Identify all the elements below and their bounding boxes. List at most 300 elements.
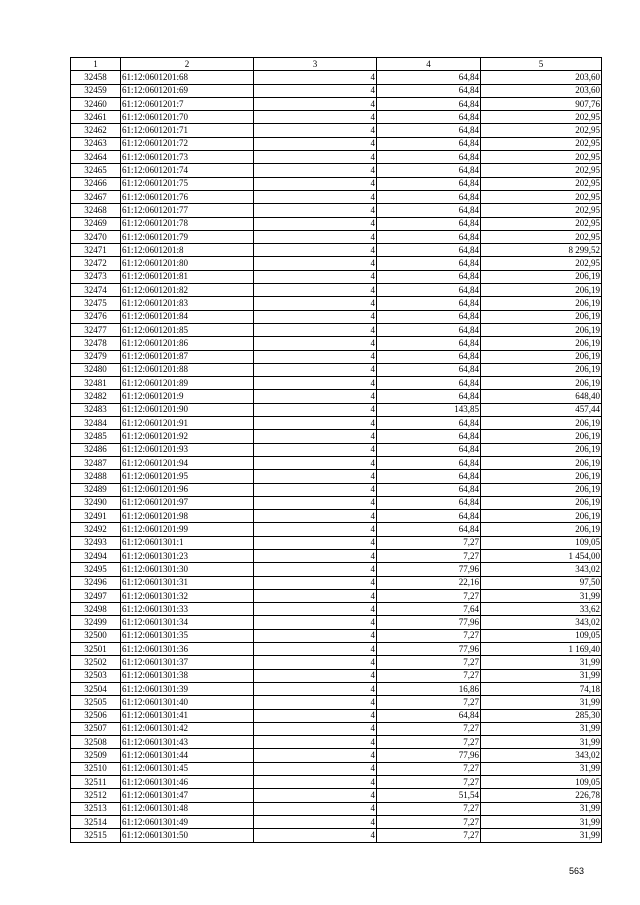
table-row bbox=[71, 137, 602, 150]
amount-value-cell: 202,95 bbox=[481, 164, 602, 177]
amount-value-cell: 202,95 bbox=[481, 190, 602, 203]
table-row bbox=[71, 656, 602, 669]
table-row bbox=[71, 257, 602, 270]
row-number-cell: 32492 bbox=[71, 523, 121, 536]
row-number-cell: 32513 bbox=[71, 802, 121, 815]
rate-value-cell: 64,84 bbox=[377, 456, 481, 469]
category-code-cell: 4 bbox=[254, 164, 377, 177]
category-code-cell: 4 bbox=[254, 789, 377, 802]
table-row bbox=[71, 496, 602, 509]
table-row bbox=[71, 629, 602, 642]
cadastral-number-cell: 61:12:0601201:93 bbox=[121, 443, 254, 456]
row-number-cell: 32486 bbox=[71, 443, 121, 456]
rate-value-cell: 7,27 bbox=[377, 829, 481, 842]
amount-value-cell: 206,19 bbox=[481, 456, 602, 469]
rate-value-cell: 16,86 bbox=[377, 682, 481, 695]
amount-value-cell: 31,99 bbox=[481, 762, 602, 775]
table-row bbox=[71, 523, 602, 536]
rate-value-cell: 7,27 bbox=[377, 762, 481, 775]
cadastral-number-cell: 61:12:0601301:35 bbox=[121, 629, 254, 642]
table-row bbox=[71, 190, 602, 203]
amount-value-cell: 109,05 bbox=[481, 629, 602, 642]
amount-value-cell: 31,99 bbox=[481, 696, 602, 709]
category-code-cell: 4 bbox=[254, 643, 377, 656]
amount-value-cell: 31,99 bbox=[481, 669, 602, 682]
table-row bbox=[71, 563, 602, 576]
category-code-cell: 4 bbox=[254, 71, 377, 84]
category-code-cell: 4 bbox=[254, 629, 377, 642]
cadastral-number-cell: 61:12:0601301:31 bbox=[121, 576, 254, 589]
rate-value-cell: 22,16 bbox=[377, 576, 481, 589]
row-number-cell: 32483 bbox=[71, 403, 121, 416]
table-row bbox=[71, 71, 602, 84]
amount-value-cell: 203,60 bbox=[481, 71, 602, 84]
table-row bbox=[71, 829, 602, 842]
cadastral-number-cell: 61:12:0601301:38 bbox=[121, 669, 254, 682]
row-number-cell: 32462 bbox=[71, 124, 121, 137]
rate-value-cell: 64,84 bbox=[377, 496, 481, 509]
table-row bbox=[71, 151, 602, 164]
cadastral-number-cell: 61:12:0601201:95 bbox=[121, 470, 254, 483]
table-row bbox=[71, 390, 602, 403]
rate-value-cell: 7,64 bbox=[377, 603, 481, 616]
table-row bbox=[71, 164, 602, 177]
category-code-cell: 4 bbox=[254, 736, 377, 749]
amount-value-cell: 206,19 bbox=[481, 270, 602, 283]
column-header: 4 bbox=[377, 58, 481, 71]
table-row bbox=[71, 456, 602, 469]
cadastral-number-cell: 61:12:0601201:83 bbox=[121, 297, 254, 310]
cadastral-number-cell: 61:12:0601201:71 bbox=[121, 124, 254, 137]
cadastral-number-cell: 61:12:0601301:46 bbox=[121, 776, 254, 789]
table-row bbox=[71, 483, 602, 496]
cadastral-number-cell: 61:12:0601301:32 bbox=[121, 589, 254, 602]
column-header: 5 bbox=[481, 58, 602, 71]
row-number-cell: 32467 bbox=[71, 190, 121, 203]
amount-value-cell: 907,76 bbox=[481, 97, 602, 110]
category-code-cell: 4 bbox=[254, 137, 377, 150]
row-number-cell: 32466 bbox=[71, 177, 121, 190]
cadastral-number-cell: 61:12:0601301:43 bbox=[121, 736, 254, 749]
amount-value-cell: 206,19 bbox=[481, 470, 602, 483]
cadastral-number-cell: 61:12:0601301:23 bbox=[121, 549, 254, 562]
row-number-cell: 32476 bbox=[71, 310, 121, 323]
amount-value-cell: 206,19 bbox=[481, 337, 602, 350]
row-number-cell: 32498 bbox=[71, 603, 121, 616]
category-code-cell: 4 bbox=[254, 323, 377, 336]
amount-value-cell: 97,50 bbox=[481, 576, 602, 589]
row-number-cell: 32477 bbox=[71, 323, 121, 336]
amount-value-cell: 31,99 bbox=[481, 736, 602, 749]
cadastral-number-cell: 61:12:0601201:76 bbox=[121, 190, 254, 203]
table-row bbox=[71, 576, 602, 589]
cadastral-number-cell: 61:12:0601301:49 bbox=[121, 815, 254, 828]
table-row bbox=[71, 124, 602, 137]
category-code-cell: 4 bbox=[254, 483, 377, 496]
cadastral-number-cell: 61:12:0601201:86 bbox=[121, 337, 254, 350]
amount-value-cell: 457,44 bbox=[481, 403, 602, 416]
amount-value-cell: 206,19 bbox=[481, 297, 602, 310]
table-header bbox=[71, 58, 602, 71]
amount-value-cell: 206,19 bbox=[481, 483, 602, 496]
category-code-cell: 4 bbox=[254, 549, 377, 562]
category-code-cell: 4 bbox=[254, 350, 377, 363]
amount-value-cell: 202,95 bbox=[481, 137, 602, 150]
cadastral-number-cell: 61:12:0601201:73 bbox=[121, 151, 254, 164]
row-number-cell: 32510 bbox=[71, 762, 121, 775]
row-number-cell: 32491 bbox=[71, 510, 121, 523]
amount-value-cell: 206,19 bbox=[481, 496, 602, 509]
category-code-cell: 4 bbox=[254, 111, 377, 124]
category-code-cell: 4 bbox=[254, 470, 377, 483]
amount-value-cell: 343,02 bbox=[481, 616, 602, 629]
table-row bbox=[71, 244, 602, 257]
rate-value-cell: 64,84 bbox=[377, 164, 481, 177]
rate-value-cell: 51,54 bbox=[377, 789, 481, 802]
table-row bbox=[71, 682, 602, 695]
row-number-cell: 32490 bbox=[71, 496, 121, 509]
row-number-cell: 32512 bbox=[71, 789, 121, 802]
rate-value-cell: 64,84 bbox=[377, 363, 481, 376]
category-code-cell: 4 bbox=[254, 762, 377, 775]
table-row bbox=[71, 377, 602, 390]
category-code-cell: 4 bbox=[254, 124, 377, 137]
cadastral-number-cell: 61:12:0601201:78 bbox=[121, 217, 254, 230]
category-code-cell: 4 bbox=[254, 682, 377, 695]
amount-value-cell: 33,62 bbox=[481, 603, 602, 616]
row-number-cell: 32463 bbox=[71, 137, 121, 150]
row-number-cell: 32509 bbox=[71, 749, 121, 762]
column-header: 1 bbox=[71, 58, 121, 71]
category-code-cell: 4 bbox=[254, 749, 377, 762]
category-code-cell: 4 bbox=[254, 496, 377, 509]
category-code-cell: 4 bbox=[254, 802, 377, 815]
rate-value-cell: 7,27 bbox=[377, 815, 481, 828]
table-row bbox=[71, 603, 602, 616]
table-row bbox=[71, 669, 602, 682]
table-row bbox=[71, 722, 602, 735]
category-code-cell: 4 bbox=[254, 589, 377, 602]
amount-value-cell: 206,19 bbox=[481, 443, 602, 456]
table-row bbox=[71, 789, 602, 802]
table-row bbox=[71, 616, 602, 629]
rate-value-cell: 77,96 bbox=[377, 616, 481, 629]
amount-value-cell: 74,18 bbox=[481, 682, 602, 695]
table-row bbox=[71, 217, 602, 230]
amount-value-cell: 206,19 bbox=[481, 284, 602, 297]
cadastral-number-cell: 61:12:0601201:92 bbox=[121, 430, 254, 443]
row-number-cell: 32459 bbox=[71, 84, 121, 97]
rate-value-cell: 143,85 bbox=[377, 403, 481, 416]
table-row bbox=[71, 430, 602, 443]
row-number-cell: 32488 bbox=[71, 470, 121, 483]
row-number-cell: 32470 bbox=[71, 230, 121, 243]
rate-value-cell: 64,84 bbox=[377, 430, 481, 443]
amount-value-cell: 202,95 bbox=[481, 124, 602, 137]
row-number-cell: 32475 bbox=[71, 297, 121, 310]
cadastral-number-cell: 61:12:0601201:97 bbox=[121, 496, 254, 509]
cadastral-number-cell: 61:12:0601201:82 bbox=[121, 284, 254, 297]
table-row bbox=[71, 97, 602, 110]
rate-value-cell: 64,84 bbox=[377, 177, 481, 190]
cadastral-number-cell: 61:12:0601301:45 bbox=[121, 762, 254, 775]
row-number-cell: 32485 bbox=[71, 430, 121, 443]
cadastral-number-cell: 61:12:0601201:84 bbox=[121, 310, 254, 323]
row-number-cell: 32494 bbox=[71, 549, 121, 562]
header-row bbox=[71, 58, 602, 71]
cadastral-number-cell: 61:12:0601301:39 bbox=[121, 682, 254, 695]
cadastral-number-cell: 61:12:0601301:1 bbox=[121, 536, 254, 549]
cadastral-number-cell: 61:12:0601301:34 bbox=[121, 616, 254, 629]
table-row bbox=[71, 643, 602, 656]
page-number: 563 bbox=[568, 866, 584, 876]
category-code-cell: 4 bbox=[254, 510, 377, 523]
rate-value-cell: 64,84 bbox=[377, 483, 481, 496]
row-number-cell: 32497 bbox=[71, 589, 121, 602]
rate-value-cell: 64,84 bbox=[377, 323, 481, 336]
rate-value-cell: 64,84 bbox=[377, 470, 481, 483]
amount-value-cell: 109,05 bbox=[481, 536, 602, 549]
table-row bbox=[71, 470, 602, 483]
rate-value-cell: 64,84 bbox=[377, 523, 481, 536]
table-row bbox=[71, 749, 602, 762]
amount-value-cell: 285,30 bbox=[481, 709, 602, 722]
row-number-cell: 32495 bbox=[71, 563, 121, 576]
rate-value-cell: 64,84 bbox=[377, 390, 481, 403]
cadastral-number-cell: 61:12:0601301:33 bbox=[121, 603, 254, 616]
amount-value-cell: 31,99 bbox=[481, 722, 602, 735]
amount-value-cell: 31,99 bbox=[481, 589, 602, 602]
table-row bbox=[71, 709, 602, 722]
category-code-cell: 4 bbox=[254, 390, 377, 403]
row-number-cell: 32465 bbox=[71, 164, 121, 177]
amount-value-cell: 206,19 bbox=[481, 417, 602, 430]
category-code-cell: 4 bbox=[254, 151, 377, 164]
table-row bbox=[71, 536, 602, 549]
table-row bbox=[71, 549, 602, 562]
category-code-cell: 4 bbox=[254, 523, 377, 536]
table-row bbox=[71, 84, 602, 97]
row-number-cell: 32503 bbox=[71, 669, 121, 682]
cadastral-number-cell: 61:12:0601201:75 bbox=[121, 177, 254, 190]
amount-value-cell: 31,99 bbox=[481, 802, 602, 815]
category-code-cell: 4 bbox=[254, 217, 377, 230]
category-code-cell: 4 bbox=[254, 696, 377, 709]
cadastral-number-cell: 61:12:0601201:81 bbox=[121, 270, 254, 283]
cadastral-number-cell: 61:12:0601201:80 bbox=[121, 257, 254, 270]
table-row bbox=[71, 403, 602, 416]
category-code-cell: 4 bbox=[254, 815, 377, 828]
amount-value-cell: 206,19 bbox=[481, 430, 602, 443]
rate-value-cell: 64,84 bbox=[377, 151, 481, 164]
row-number-cell: 32507 bbox=[71, 722, 121, 735]
amount-value-cell: 648,40 bbox=[481, 390, 602, 403]
table-row bbox=[71, 696, 602, 709]
rate-value-cell: 64,84 bbox=[377, 350, 481, 363]
table-row bbox=[71, 204, 602, 217]
table-row bbox=[71, 111, 602, 124]
rate-value-cell: 7,27 bbox=[377, 776, 481, 789]
category-code-cell: 4 bbox=[254, 270, 377, 283]
row-number-cell: 32496 bbox=[71, 576, 121, 589]
amount-value-cell: 1 169,40 bbox=[481, 643, 602, 656]
cadastral-number-cell: 61:12:0601201:77 bbox=[121, 204, 254, 217]
category-code-cell: 4 bbox=[254, 84, 377, 97]
category-code-cell: 4 bbox=[254, 669, 377, 682]
row-number-cell: 32508 bbox=[71, 736, 121, 749]
cadastral-number-cell: 61:12:0601201:7 bbox=[121, 97, 254, 110]
amount-value-cell: 202,95 bbox=[481, 177, 602, 190]
row-number-cell: 32501 bbox=[71, 643, 121, 656]
table-row bbox=[71, 776, 602, 789]
category-code-cell: 4 bbox=[254, 97, 377, 110]
rate-value-cell: 64,84 bbox=[377, 709, 481, 722]
rate-value-cell: 7,27 bbox=[377, 669, 481, 682]
amount-value-cell: 8 299,52 bbox=[481, 244, 602, 257]
row-number-cell: 32478 bbox=[71, 337, 121, 350]
cadastral-number-cell: 61:12:0601201:68 bbox=[121, 71, 254, 84]
amount-value-cell: 206,19 bbox=[481, 523, 602, 536]
category-code-cell: 4 bbox=[254, 204, 377, 217]
rate-value-cell: 64,84 bbox=[377, 71, 481, 84]
table-row bbox=[71, 762, 602, 775]
cadastral-number-cell: 61:12:0601301:40 bbox=[121, 696, 254, 709]
table-row bbox=[71, 443, 602, 456]
amount-value-cell: 343,02 bbox=[481, 563, 602, 576]
rate-value-cell: 64,84 bbox=[377, 284, 481, 297]
category-code-cell: 4 bbox=[254, 417, 377, 430]
cadastral-number-cell: 61:12:0601301:41 bbox=[121, 709, 254, 722]
row-number-cell: 32461 bbox=[71, 111, 121, 124]
table-row bbox=[71, 310, 602, 323]
cadastral-number-cell: 61:12:0601201:9 bbox=[121, 390, 254, 403]
table-row bbox=[71, 337, 602, 350]
column-header: 3 bbox=[254, 58, 377, 71]
cadastral-number-cell: 61:12:0601301:30 bbox=[121, 563, 254, 576]
rate-value-cell: 64,84 bbox=[377, 337, 481, 350]
row-number-cell: 32464 bbox=[71, 151, 121, 164]
category-code-cell: 4 bbox=[254, 776, 377, 789]
amount-value-cell: 203,60 bbox=[481, 84, 602, 97]
amount-value-cell: 202,95 bbox=[481, 111, 602, 124]
cadastral-number-cell: 61:12:0601301:50 bbox=[121, 829, 254, 842]
row-number-cell: 32484 bbox=[71, 417, 121, 430]
table-row bbox=[71, 323, 602, 336]
rate-value-cell: 64,84 bbox=[377, 190, 481, 203]
row-number-cell: 32493 bbox=[71, 536, 121, 549]
category-code-cell: 4 bbox=[254, 310, 377, 323]
category-code-cell: 4 bbox=[254, 297, 377, 310]
cadastral-number-cell: 61:12:0601201:70 bbox=[121, 111, 254, 124]
category-code-cell: 4 bbox=[254, 244, 377, 257]
rate-value-cell: 64,84 bbox=[377, 510, 481, 523]
category-code-cell: 4 bbox=[254, 257, 377, 270]
table-row bbox=[71, 802, 602, 815]
rate-value-cell: 7,27 bbox=[377, 736, 481, 749]
cadastral-number-cell: 61:12:0601201:74 bbox=[121, 164, 254, 177]
category-code-cell: 4 bbox=[254, 443, 377, 456]
category-code-cell: 4 bbox=[254, 190, 377, 203]
row-number-cell: 32460 bbox=[71, 97, 121, 110]
row-number-cell: 32511 bbox=[71, 776, 121, 789]
category-code-cell: 4 bbox=[254, 603, 377, 616]
rate-value-cell: 64,84 bbox=[377, 124, 481, 137]
cadastral-number-cell: 61:12:0601201:98 bbox=[121, 510, 254, 523]
amount-value-cell: 202,95 bbox=[481, 257, 602, 270]
rate-value-cell: 7,27 bbox=[377, 802, 481, 815]
rate-value-cell: 7,27 bbox=[377, 629, 481, 642]
data-table bbox=[70, 57, 602, 843]
amount-value-cell: 206,19 bbox=[481, 310, 602, 323]
cadastral-number-cell: 61:12:0601201:91 bbox=[121, 417, 254, 430]
rate-value-cell: 77,96 bbox=[377, 563, 481, 576]
rate-value-cell: 64,84 bbox=[377, 217, 481, 230]
rate-value-cell: 77,96 bbox=[377, 643, 481, 656]
row-number-cell: 32504 bbox=[71, 682, 121, 695]
table-row bbox=[71, 270, 602, 283]
rate-value-cell: 64,84 bbox=[377, 204, 481, 217]
amount-value-cell: 343,02 bbox=[481, 749, 602, 762]
row-number-cell: 32487 bbox=[71, 456, 121, 469]
cadastral-number-cell: 61:12:0601301:44 bbox=[121, 749, 254, 762]
row-number-cell: 32480 bbox=[71, 363, 121, 376]
rate-value-cell: 64,84 bbox=[377, 137, 481, 150]
rate-value-cell: 64,84 bbox=[377, 230, 481, 243]
cadastral-number-cell: 61:12:0601301:48 bbox=[121, 802, 254, 815]
cadastral-number-cell: 61:12:0601201:90 bbox=[121, 403, 254, 416]
amount-value-cell: 226,78 bbox=[481, 789, 602, 802]
amount-value-cell: 202,95 bbox=[481, 217, 602, 230]
category-code-cell: 4 bbox=[254, 536, 377, 549]
amount-value-cell: 202,95 bbox=[481, 204, 602, 217]
amount-value-cell: 202,95 bbox=[481, 151, 602, 164]
table-row bbox=[71, 284, 602, 297]
row-number-cell: 32473 bbox=[71, 270, 121, 283]
row-number-cell: 32458 bbox=[71, 71, 121, 84]
cadastral-number-cell: 61:12:0601201:69 bbox=[121, 84, 254, 97]
table-row bbox=[71, 815, 602, 828]
rate-value-cell: 7,27 bbox=[377, 722, 481, 735]
amount-value-cell: 206,19 bbox=[481, 350, 602, 363]
rate-value-cell: 64,84 bbox=[377, 297, 481, 310]
amount-value-cell: 31,99 bbox=[481, 815, 602, 828]
cadastral-number-cell: 61:12:0601201:8 bbox=[121, 244, 254, 257]
category-code-cell: 4 bbox=[254, 337, 377, 350]
category-code-cell: 4 bbox=[254, 656, 377, 669]
rate-value-cell: 64,84 bbox=[377, 377, 481, 390]
table-row bbox=[71, 230, 602, 243]
category-code-cell: 4 bbox=[254, 403, 377, 416]
row-number-cell: 32472 bbox=[71, 257, 121, 270]
row-number-cell: 32515 bbox=[71, 829, 121, 842]
cadastral-number-cell: 61:12:0601301:36 bbox=[121, 643, 254, 656]
table-row bbox=[71, 510, 602, 523]
row-number-cell: 32471 bbox=[71, 244, 121, 257]
cadastral-number-cell: 61:12:0601201:72 bbox=[121, 137, 254, 150]
category-code-cell: 4 bbox=[254, 363, 377, 376]
cadastral-number-cell: 61:12:0601201:96 bbox=[121, 483, 254, 496]
rate-value-cell: 64,84 bbox=[377, 443, 481, 456]
amount-value-cell: 31,99 bbox=[481, 656, 602, 669]
table-row bbox=[71, 736, 602, 749]
cadastral-number-cell: 61:12:0601301:47 bbox=[121, 789, 254, 802]
table-body bbox=[71, 71, 602, 842]
cadastral-number-cell: 61:12:0601201:87 bbox=[121, 350, 254, 363]
column-header: 2 bbox=[121, 58, 254, 71]
table-row bbox=[71, 297, 602, 310]
cadastral-number-cell: 61:12:0601201:99 bbox=[121, 523, 254, 536]
cadastral-number-cell: 61:12:0601201:85 bbox=[121, 323, 254, 336]
